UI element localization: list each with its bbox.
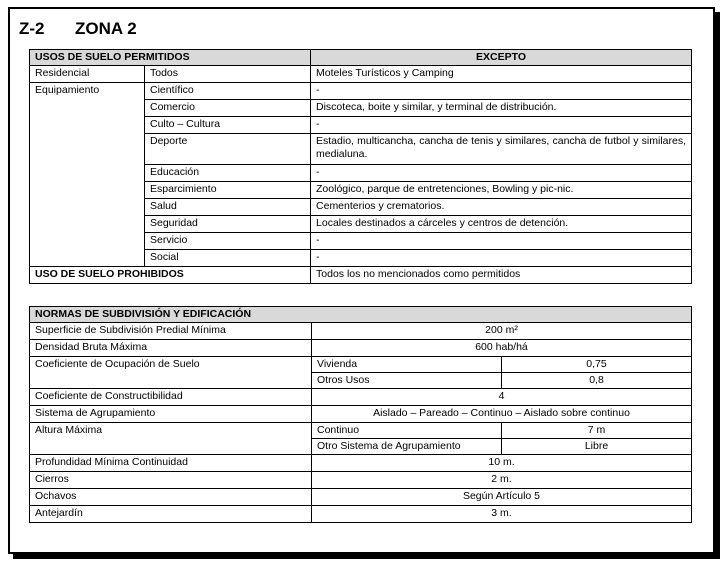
norm-value: 10 m. xyxy=(312,455,692,472)
zone-code: Z-2 xyxy=(19,19,45,38)
use-exception: Locales destinados a cárceles y centros de detención. xyxy=(311,216,692,233)
norm-value: 0,75 xyxy=(502,357,692,373)
norm-label: Densidad Bruta Máxima xyxy=(30,340,312,357)
norm-value: 3 m. xyxy=(312,506,692,523)
use-type: Deporte xyxy=(145,134,311,165)
norm-label: Profundidad Mínima Continuidad xyxy=(30,455,312,472)
table-row xyxy=(30,489,692,506)
except-header: EXCEPTO xyxy=(311,50,692,66)
norm-value: 7 m xyxy=(502,423,692,439)
use-type: Social xyxy=(145,250,311,267)
norm-sublabel: Vivienda xyxy=(312,357,502,373)
use-type: Comercio xyxy=(145,100,311,117)
norm-sublabel: Continuo xyxy=(312,423,502,439)
table-row xyxy=(30,423,692,439)
norms-table xyxy=(29,306,692,523)
use-type: Culto – Cultura xyxy=(145,117,311,134)
use-exception: - xyxy=(311,233,692,250)
prohibited-label: USO DE SUELO PROHIBIDOS xyxy=(30,267,311,284)
norm-label: Altura Máxima xyxy=(30,423,312,455)
use-exception: - xyxy=(311,165,692,182)
norm-label: Antejardín xyxy=(30,506,312,523)
use-type: Servicio xyxy=(145,233,311,250)
table-row xyxy=(30,323,692,340)
zone-title xyxy=(19,19,137,39)
use-exception: Cementerios y crematorios. xyxy=(311,199,692,216)
table-row xyxy=(30,472,692,489)
use-type: Esparcimiento xyxy=(145,182,311,199)
land-use-header-row xyxy=(30,50,692,66)
use-type: Educación xyxy=(145,165,311,182)
norm-value: 2 m. xyxy=(312,472,692,489)
land-use-table xyxy=(29,49,692,284)
use-exception: Moteles Turísticos y Camping xyxy=(311,66,692,83)
norms-header-row xyxy=(30,307,692,323)
norm-label: Cierros xyxy=(30,472,312,489)
use-category: Equipamiento xyxy=(30,83,145,267)
prohibited-value: Todos los no mencionados como permitidos xyxy=(311,267,692,284)
table-row xyxy=(30,357,692,373)
use-exception: Zoológico, parque de entretenciones, Bowling y pic-nic. xyxy=(311,182,692,199)
norm-sublabel: Otros Usos xyxy=(312,373,502,389)
use-exception: Discoteca, boite y similar, y terminal de distribución. xyxy=(311,100,692,117)
table-row xyxy=(30,340,692,357)
table-row xyxy=(30,83,692,100)
norm-label: Coeficiente de Ocupación de Suelo xyxy=(30,357,312,389)
norms-header: NORMAS DE SUBDIVISIÓN Y EDIFICACIÓN xyxy=(30,307,692,323)
table-row xyxy=(30,406,692,423)
use-exception: - xyxy=(311,117,692,134)
prohibited-row xyxy=(30,267,692,284)
zone-name: ZONA 2 xyxy=(75,19,137,38)
norm-label: Ochavos xyxy=(30,489,312,506)
use-exception: - xyxy=(311,83,692,100)
use-category: Residencial xyxy=(30,66,145,83)
norm-value: 200 m² xyxy=(312,323,692,340)
norm-value: 600 hab/há xyxy=(312,340,692,357)
use-type: Salud xyxy=(145,199,311,216)
norm-value: Libre xyxy=(502,439,692,455)
norm-value: Aislado – Pareado – Continuo – Aislado sobre continuo xyxy=(312,406,692,423)
use-type: Científico xyxy=(145,83,311,100)
use-type: Todos xyxy=(145,66,311,83)
norm-value: Según Artículo 5 xyxy=(312,489,692,506)
use-exception: - xyxy=(311,250,692,267)
norm-label: Superficie de Subdivisión Predial Mínima xyxy=(30,323,312,340)
norm-value: 4 xyxy=(312,389,692,406)
norm-sublabel: Otro Sistema de Agrupamiento xyxy=(312,439,502,455)
permitted-uses-header: USOS DE SUELO PERMITIDOS xyxy=(30,50,311,66)
norm-value: 0,8 xyxy=(502,373,692,389)
use-type: Seguridad xyxy=(145,216,311,233)
use-exception: Estadio, multicancha, cancha de tenis y similares, cancha de futbol y similares, medialuna. xyxy=(311,134,692,165)
table-row xyxy=(30,455,692,472)
norm-label: Sistema de Agrupamiento xyxy=(30,406,312,423)
table-row xyxy=(30,389,692,406)
table-row xyxy=(30,506,692,523)
table-row xyxy=(30,66,692,83)
norm-label: Coeficiente de Constructibilidad xyxy=(30,389,312,406)
